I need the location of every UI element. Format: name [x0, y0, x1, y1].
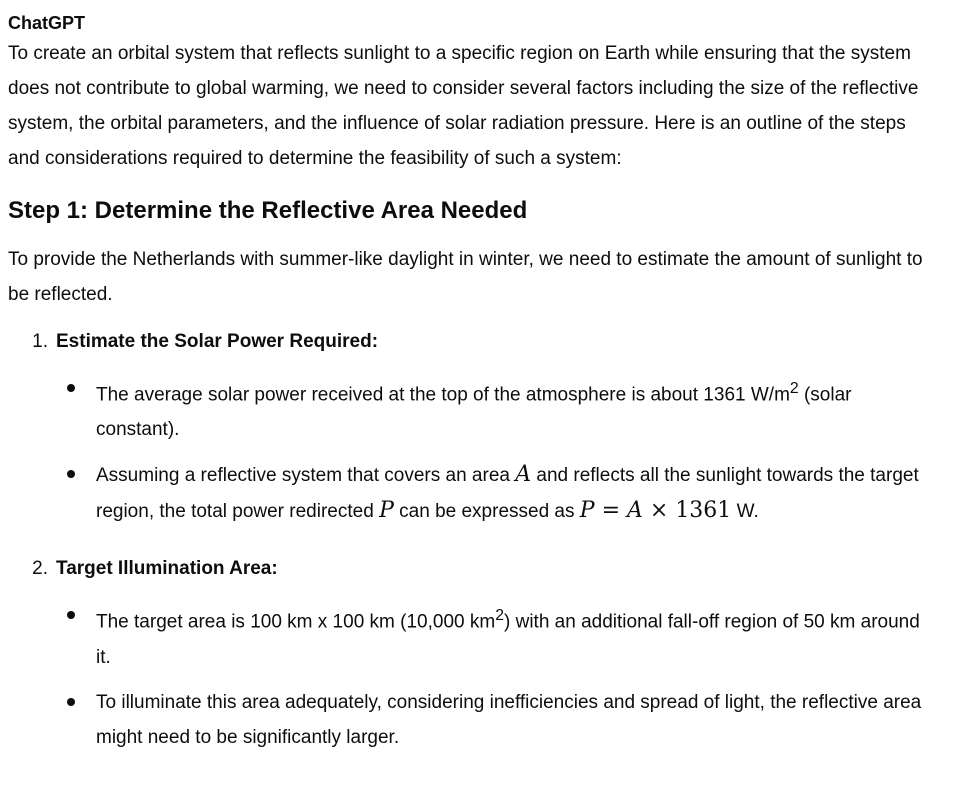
bullet-icon [56, 457, 96, 529]
list-item-number: 2. [32, 558, 48, 580]
list-item [8, 327, 938, 539]
bullet-list [56, 371, 938, 529]
bullet-text: The target area is 100 km x 100 km (10,000 km [96, 611, 496, 633]
bullet-item [56, 371, 938, 447]
math-variable: A [515, 462, 532, 488]
bullet-icon [56, 598, 96, 674]
bullet-text: Assuming a reflective system that covers an area [96, 465, 516, 487]
bullet-text: and reflects all the sunlight towards the target region, the total power redirected [96, 465, 919, 523]
bullet-icon [56, 371, 96, 447]
math-operator: = [594, 498, 627, 524]
superscript: 2 [789, 380, 799, 397]
bullet-text: (solar constant). [96, 384, 852, 441]
step1-heading: Step 1: Determine the Reflective Area Needed [8, 197, 528, 224]
list-item-title: Target Illumination Area: [56, 558, 278, 580]
bullet-icon [56, 685, 96, 755]
bullet-item [56, 457, 938, 529]
step1-paragraph: To provide the Netherlands with summer-like daylight in winter, we need to estimate the amount of sunlight to be reflected. [8, 249, 923, 305]
list-item-number: 1. [32, 331, 48, 352]
bullet-text: To illuminate this area adequately, considering inefficiencies and spread of light, the reflective area might need to be significantly larger. [96, 691, 922, 748]
list-item-title: Estimate the Solar Power Required: [56, 331, 379, 352]
bullet-list [56, 598, 938, 754]
math-variable: P [379, 498, 394, 524]
message-author: ChatGPT [8, 13, 86, 33]
superscript: 2 [495, 607, 504, 625]
bullet-item [56, 685, 938, 755]
intro-paragraph: To create an orbital system that reflects sunlight to a specific region on Earth while ensuring that the system does not contribute to global warming, we need to consider several factors including the size of the reflective system, the orbital parameters, and the influence of solar radiation pressure. Here is an outline of the steps and considerations required to determine the feasibility of such a system: [8, 43, 919, 169]
math-variable: A [627, 498, 643, 524]
math-variable: P [579, 498, 595, 524]
bullet-text: ) with an additional fall-off region of 50 km around it. [96, 611, 920, 668]
assistant-message [8, 10, 938, 765]
bullet-item [56, 598, 938, 674]
bullet-text: W. [731, 501, 759, 523]
math-operator: × [642, 498, 676, 524]
list-item [8, 554, 938, 764]
steps-list [8, 327, 938, 765]
math-number: 1361 [675, 498, 732, 524]
bullet-text: The average solar power received at the top of the atmosphere is about 1361 W/m [96, 384, 790, 406]
bullet-text: can be expressed as [393, 501, 580, 523]
